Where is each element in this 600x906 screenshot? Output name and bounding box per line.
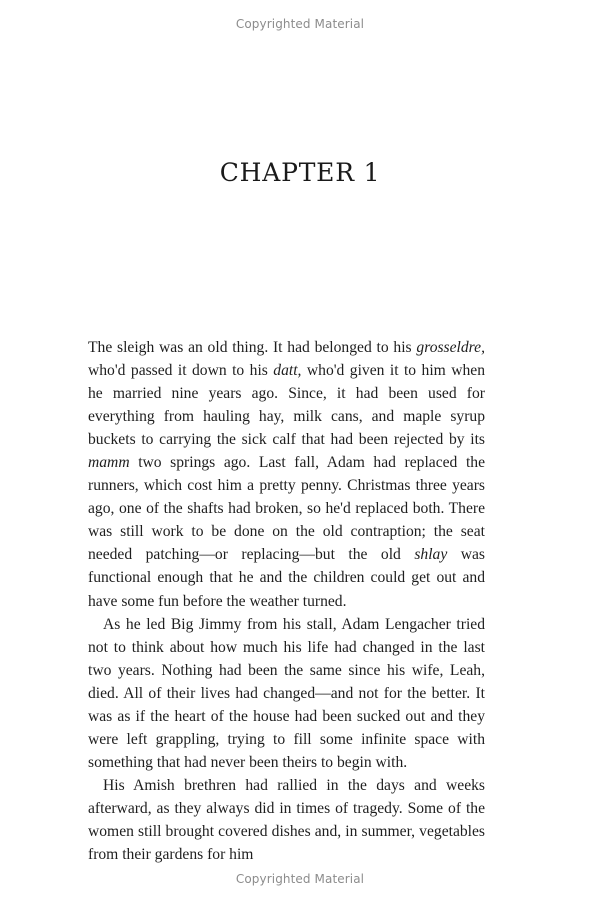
paragraph-2-text: As he led Big Jimmy from his stall, Adam Lengacher tried not to think about how much his life had changed in the last two years. Nothing had been the same since his wife, Leah, died. All of their lives had changed—and not for the better. It was as if the heart of the house had been sucked out and they were left grappling, trying to fill some infinite space with something that had never been theirs to begin with. bbox=[88, 615, 485, 771]
italic-word-grosseldre: grosseldre, bbox=[416, 339, 485, 356]
paragraph-1-text: who'd given it to him when he married nine years ago. Since, it had been used for everything from hauling hay, milk cans, and maple syrup buckets to carrying the sick calf that had been rejected by its bbox=[88, 362, 485, 449]
chapter-title: CHAPTER 1 bbox=[219, 158, 381, 187]
paragraph-1-text: two springs ago. Last fall, Adam had replaced the runners, which cost him a pretty penny. Christmas three years ago, one of the shafts had broken, so he'd replaced both. There was still work to be done on the old contraption; the seat needed patching—or replacing—but the old bbox=[88, 454, 485, 564]
copyright-watermark-top: Copyrighted Material bbox=[235, 17, 365, 31]
copyright-watermark-bottom: Copyrighted Material bbox=[235, 872, 365, 886]
italic-word-datt: datt, bbox=[273, 362, 302, 380]
paragraph-3-text: His Amish brethren had rallied in the days and weeks afterward, as they always did in times of tragedy. Some of the women still brought covered dishes and, in summer, vegetables from their gardens for him bbox=[88, 776, 485, 864]
paragraph-3 bbox=[88, 774, 485, 866]
paragraph-1-text: who'd passed it down to his bbox=[88, 362, 274, 380]
italic-word-shlay: shlay bbox=[414, 546, 448, 564]
paragraph-2 bbox=[88, 613, 485, 774]
paragraph-1 bbox=[88, 336, 485, 613]
paragraph-1-text: was functional enough that he and the children could get out and have some fun before the weather turned. bbox=[88, 546, 485, 610]
paragraph-1-text: The sleigh was an old thing. It had belonged to his bbox=[88, 339, 417, 356]
italic-word-mamm: mamm bbox=[88, 454, 130, 472]
chapter-body bbox=[88, 336, 485, 866]
